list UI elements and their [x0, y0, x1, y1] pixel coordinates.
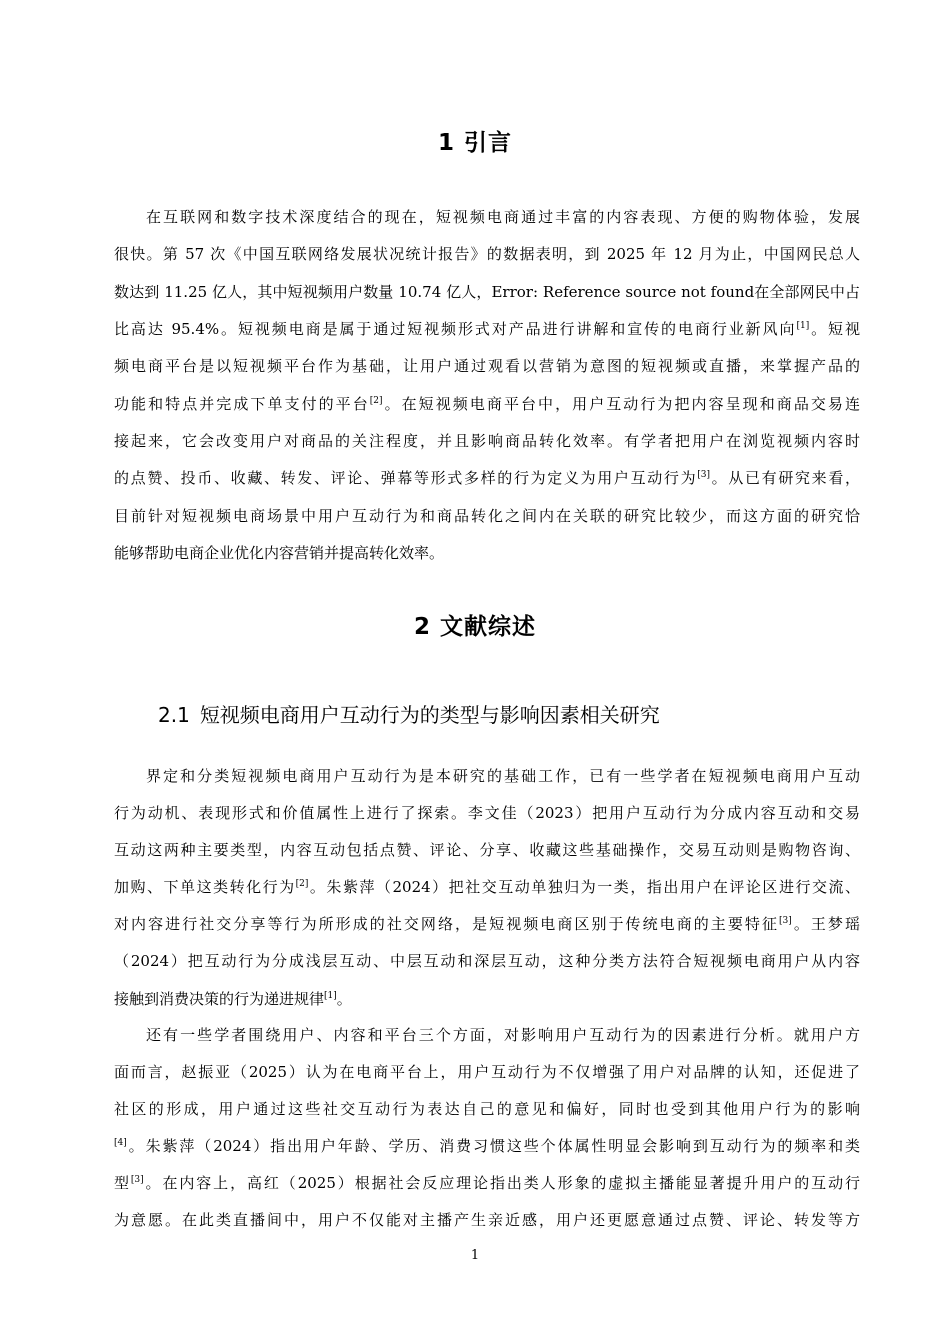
text-line: 接起来，它会改变用户对商品的关注程度，并且影响商品转化效率。有学者把用户在浏览视频内容时	[114, 432, 860, 450]
text-line: 行为动机、表现形式和价值属性上进行了探索。李文佳（2023）把用户互动行为分成内容互动和交易	[114, 804, 860, 822]
citation: [1]	[324, 991, 337, 1001]
text-line: [4]。朱紫萍（2024）指出用户年龄、学历、消费习惯这些个体属性明显会影响到互动行为的频率和类	[114, 1137, 860, 1155]
text-line: 加购、下单这类转化行为[2]。朱紫萍（2024）把社交互动单独归为一类，指出用户在评论区进行交流、	[114, 878, 860, 896]
text-line: 在互联网和数字技术深度结合的现在，短视频电商通过丰富的内容表现、方便的购物体验，发展	[146, 208, 860, 226]
subsection-2-1-heading	[158, 701, 918, 729]
text-line: 界定和分类短视频电商用户互动行为是本研究的基础工作，已有一些学者在短视频电商用户互动	[146, 767, 860, 785]
text-line: 为意愿。在此类直播间中，用户不仅能对主播产生亲近感，用户还更愿意通过点赞、评论、转发等方	[114, 1211, 860, 1229]
text-line: 目前针对短视频电商场景中用户互动行为和商品转化之间内在关联的研究比较少，而这方面的研究恰	[114, 507, 860, 525]
text-line: 接触到消费决策的行为递进规律[1]。	[114, 990, 352, 1008]
subsection-title: 短视频电商用户互动行为的类型与影响因素相关研究	[199, 703, 660, 727]
text-line: 的点赞、投币、收藏、转发、评论、弹幕等形式多样的行为定义为用户互动行为[3]。从已有研究来看，	[114, 469, 860, 487]
text-line: 很快。第 57 次《中国互联网络发展状况统计报告》的数据表明，到 2025 年 12 月为止，中国网民总人	[114, 245, 860, 263]
citation: [2]	[295, 879, 309, 889]
text-line: 能够帮助电商企业优化内容营销并提高转化效率。	[114, 544, 445, 562]
citation: [2]	[369, 396, 383, 406]
text-line: 型[3]。在内容上，高红（2025）根据社会反应理论指出类人形象的虚拟主播能显著提升用户的互动行	[114, 1174, 860, 1192]
subsection-number: 2.1	[158, 703, 190, 727]
citation: [3]	[130, 1175, 144, 1185]
citation: [3]	[779, 916, 792, 926]
text-line: 社区的形成，用户通过这些社交互动行为表达自己的意见和偏好，同时也受到其他用户行为的影响	[114, 1100, 860, 1118]
text-line: 功能和特点并完成下单支付的平台[2]。在短视频电商平台中，用户互动行为把内容呈现和商品交易连	[114, 395, 860, 413]
text-line: 面而言，赵振亚（2025）认为在电商平台上，用户互动行为不仅增强了用户对品牌的认知，还促进了	[114, 1063, 860, 1081]
section-2-heading: 2 文献综述	[413, 614, 536, 640]
text-line: 还有一些学者围绕用户、内容和平台三个方面，对影响用户互动行为的因素进行分析。就用户方	[146, 1026, 860, 1044]
text-line: 频电商平台是以短视频平台作为基础，让用户通过观看以营销为意图的短视频或直播，来掌握产品的	[114, 357, 860, 375]
text-line: （2024）把互动行为分成浅层互动、中层互动和深层互动，这种分类方法符合短视频电商用户从内容	[114, 952, 860, 970]
text-line: 数达到 11.25 亿人，其中短视频用户数量 10.74 亿人，Error: Reference source not found在全部网民中占	[114, 283, 860, 301]
text-line: 对内容进行社交分享等行为所形成的社交网络，是短视频电商区别于传统电商的主要特征[3]。王梦瑶	[114, 915, 860, 933]
text-line: 互动这两种主要类型，内容互动包括点赞、评论、分享、收藏这些基础操作，交易互动则是购物咨询、	[114, 841, 860, 859]
citation: [1]	[796, 321, 810, 331]
citation: [4]	[114, 1138, 127, 1148]
citation: [3]	[697, 470, 710, 480]
text-line: 比高达 95.4%。短视频电商是属于通过短视频形式对产品进行讲解和宣传的电商行业新风向[1]。短视	[114, 320, 860, 338]
section-1-heading: 1 引言	[437, 130, 512, 156]
page-number: 1	[470, 1248, 480, 1263]
